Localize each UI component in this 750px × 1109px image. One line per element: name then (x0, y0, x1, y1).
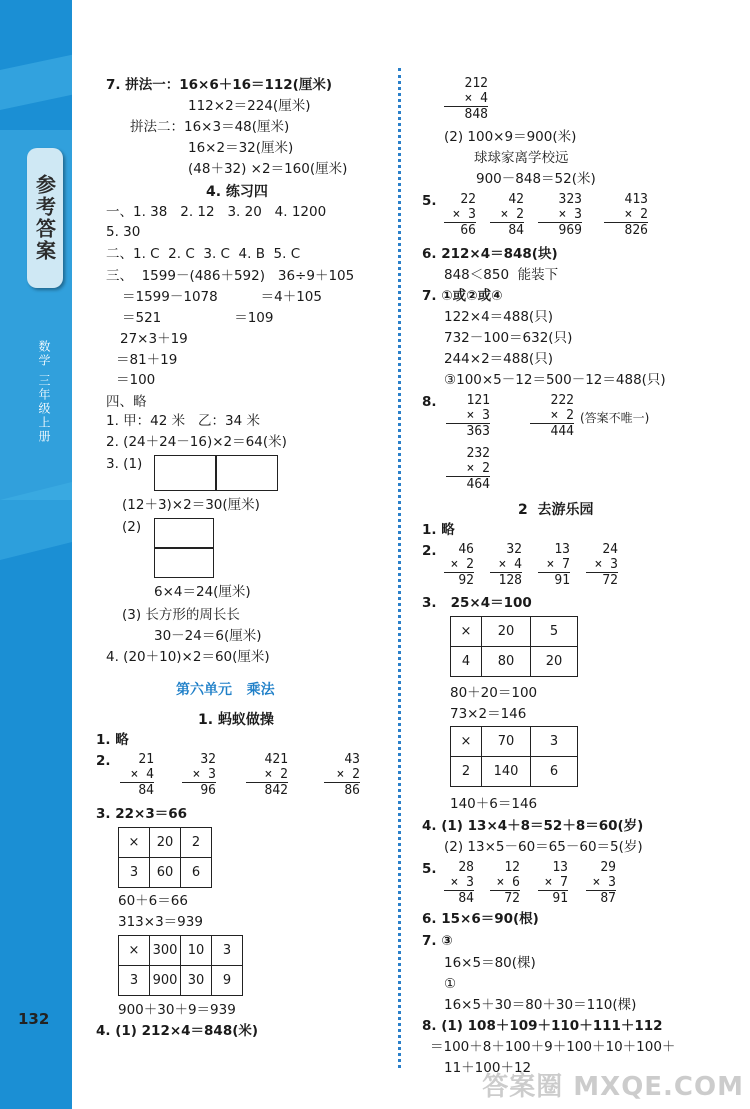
answer-line: 一、1. 38 2. 12 3. 20 4. 1200 (106, 204, 327, 220)
answer-line: ① (444, 976, 457, 992)
answer-line: 16×5＋30＝80＋30＝110(棵) (444, 997, 637, 1013)
rectangle-figure (154, 548, 214, 578)
lesson-heading: 1. 蚂蚁做操 (198, 712, 274, 728)
answer-line: 7. ③ (422, 933, 453, 949)
vertical-multiplication: 232 × 2 464 (446, 446, 490, 492)
answer-line: (12＋3)×2＝30(厘米) (122, 497, 260, 513)
vertical-multiplication: 222 × 2 444 (530, 393, 574, 439)
answer-line: 2. (422, 543, 437, 559)
answer-line: 三、 1599－(486＋592) 36÷9＋105 (106, 268, 355, 284)
answer-line: 848＜850 能装下 (444, 267, 559, 283)
vertical-multiplication: 12 × 6 72 (490, 860, 520, 906)
answer-line: 4. (20＋10)×2＝60(厘米) (106, 649, 270, 665)
vertical-multiplication: 121 × 3 363 (446, 393, 490, 439)
answer-line: 244×2＝488(只) (444, 351, 553, 367)
answer-line: 1. 略 (96, 732, 129, 748)
multiplication-grid: × 20 2 3 60 6 (118, 827, 212, 888)
sidebar-stripe (0, 55, 72, 110)
answer-line: 80＋20＝100 (450, 685, 538, 701)
answer-line: 900－848＝52(米) (476, 171, 596, 187)
answer-line: (2) 13×5－60＝65－60＝5(岁) (444, 839, 643, 855)
vertical-multiplication: 413 × 2 826 (604, 192, 648, 238)
answer-line: 8. (1) 108＋109＋110＋111＋112 (422, 1018, 663, 1034)
answer-line: 4. (1) 13×4＋8＝52＋8＝60(岁) (422, 818, 644, 834)
multiplication-grid: × 300 10 3 3 900 30 9 (118, 935, 243, 996)
multiplication-grid: × 20 5 4 80 20 (450, 616, 578, 677)
vertical-multiplication: 32 × 4 128 (490, 542, 522, 588)
answer-line: 732－100＝632(只) (444, 330, 573, 346)
answer-line: 60＋6＝66 (118, 893, 188, 909)
vertical-multiplication: 42 × 2 84 (490, 192, 524, 238)
rectangle-figure (154, 518, 214, 548)
answer-line: 5. (422, 861, 437, 877)
vertical-multiplication: 13 × 7 91 (538, 542, 570, 588)
q7-line1: 7. 拼法一：16×6＋16＝112(厘米) (106, 77, 333, 93)
answer-line: 球球家离学校远 (474, 150, 569, 166)
answer-line: 3. (1) (106, 456, 143, 472)
vertical-multiplication: 212 × 4 848 (444, 76, 488, 122)
answer-line: 30－24＝6(厘米) (154, 628, 262, 644)
sidebar-subtitle: 数学 三年级上册 (37, 340, 51, 444)
answer-line: 二、1. C 2. C 3. C 4. B 5. C (106, 246, 301, 262)
answer-line: 4. (1) 212×4＝848(米) (96, 1023, 259, 1039)
answer-line: 2. (24＋24－16)×2＝64(米) (106, 434, 287, 450)
answer-key-badge (27, 148, 63, 288)
answer-line: 122×4＝488(只) (444, 309, 553, 325)
answer-line: 3. 22×3＝66 (96, 806, 187, 822)
answer-line: 5. (422, 193, 437, 209)
answer-line: ＝1599－1078 ＝4＋105 (122, 289, 322, 305)
vertical-multiplication: 13 × 7 91 (538, 860, 568, 906)
answer-line: 8. (422, 394, 437, 410)
answer-line: 四、略 (106, 394, 147, 410)
answer-line: ③100×5－12＝500－12＝488(只) (444, 372, 666, 388)
answer-line: 16×5＝80(棵) (444, 955, 536, 971)
answer-line: ＝100 (116, 372, 156, 388)
rectangle-figure (216, 455, 278, 491)
answer-line: 27×3＋19 (120, 331, 188, 347)
answer-line: 6×4＝24(厘米) (154, 584, 251, 600)
vertical-multiplication: 46 × 2 92 (444, 542, 474, 588)
vertical-multiplication: 24 × 3 72 (586, 542, 618, 588)
sidebar-title: 参考答案 (32, 174, 57, 262)
vertical-multiplication: 28 × 3 84 (444, 860, 474, 906)
answer-line: 73×2＝146 (450, 706, 527, 722)
vertical-multiplication: 421 × 2 842 (246, 752, 288, 798)
answer-line: 1. 甲：42 米 乙：34 米 (106, 413, 260, 429)
q7-line2: 112×2＝224(厘米) (188, 98, 311, 114)
section-heading: 4. 练习四 (206, 184, 268, 200)
answer-line: ＝521 ＝109 (122, 310, 274, 326)
unit-heading: 第六单元 乘法 (176, 682, 275, 698)
note: (答案不唯一) (580, 411, 650, 425)
answer-line: 3. 25×4＝100 (422, 595, 532, 611)
answer-line: (3) 长方形的周长长 (122, 607, 240, 623)
vertical-multiplication: 21 × 4 84 (120, 752, 154, 798)
answer-line: 900＋30＋9＝939 (118, 1002, 236, 1018)
vertical-multiplication: 32 × 3 96 (182, 752, 216, 798)
answer-line: 6. 212×4＝848(块) (422, 246, 558, 262)
page-number: 132 (18, 1010, 50, 1028)
answer-line: 313×3＝939 (118, 914, 203, 930)
answer-line: ＝81＋19 (116, 352, 178, 368)
answer-line: 1. 略 (422, 522, 455, 538)
vertical-multiplication: 29 × 3 87 (586, 860, 616, 906)
answer-line: 140＋6＝146 (450, 796, 538, 812)
rectangle-figure (154, 455, 216, 491)
answer-line: 11＋100＋12 (444, 1060, 532, 1076)
vertical-multiplication: 43 × 2 86 (324, 752, 360, 798)
answer-line: ＝100＋8＋100＋9＋100＋10＋100＋ (430, 1039, 676, 1055)
answer-line: (2) 100×9＝900(米) (444, 129, 577, 145)
answer-line: 5. 30 (106, 224, 141, 240)
answer-line: (2) (122, 519, 142, 535)
answer-line: 7. ①或②或④ (422, 288, 503, 304)
multiplication-grid: × 70 3 2 140 6 (450, 726, 578, 787)
watermark-logo: 答案圈 MXQE.COM (482, 1072, 744, 1102)
q7-line4: 16×2＝32(厘米) (188, 140, 294, 156)
vertical-multiplication: 22 × 3 66 (444, 192, 476, 238)
answer-line: 6. 15×6＝90(根) (422, 911, 539, 927)
vertical-multiplication: 323 × 3 969 (538, 192, 582, 238)
lesson-heading: 2 去游乐园 (518, 502, 594, 518)
sidebar (0, 0, 72, 1109)
column-divider (398, 68, 401, 1068)
q7-line5: (48＋32) ×2＝160(厘米) (188, 161, 348, 177)
answer-line: 2. (96, 753, 111, 769)
q7-line3: 拼法二：16×3＝48(厘米) (130, 119, 290, 135)
